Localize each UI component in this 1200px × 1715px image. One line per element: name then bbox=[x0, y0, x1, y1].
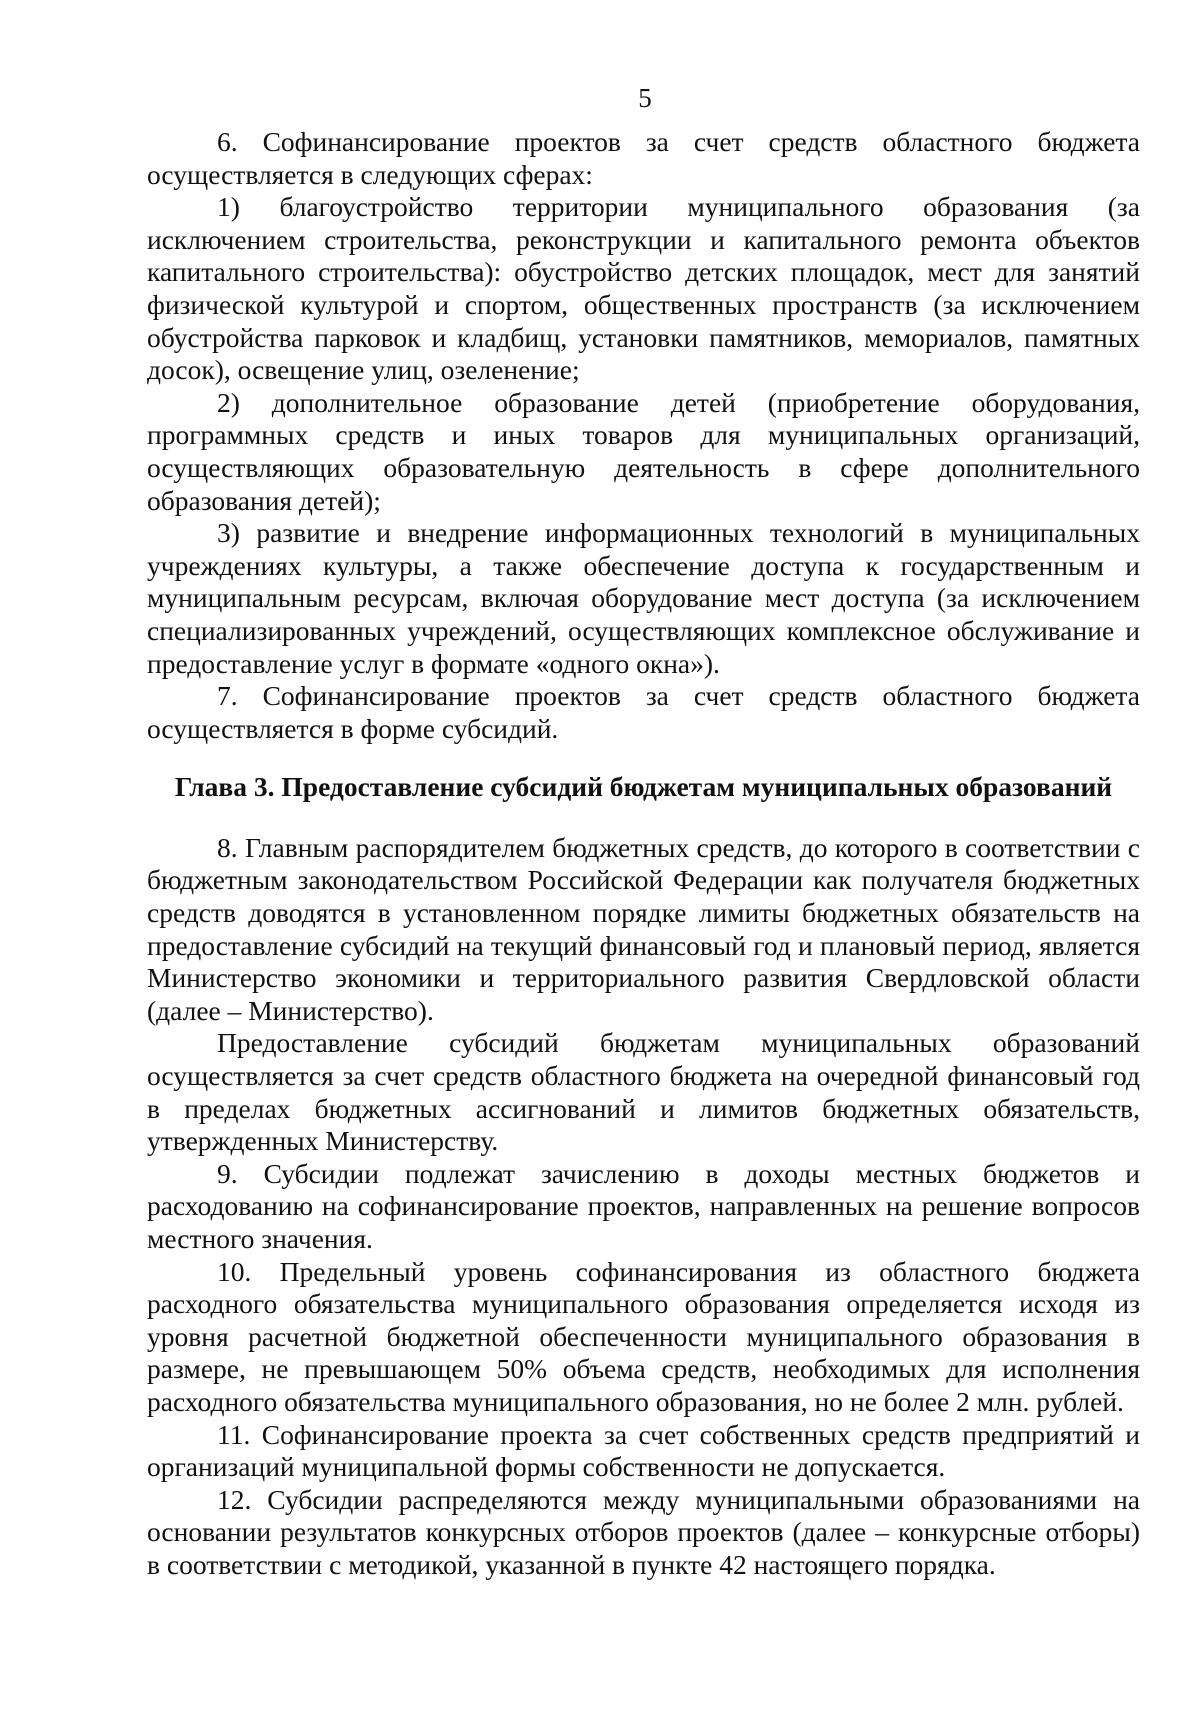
paragraph-6-item-2: 2) дополнительное образование детей (приобретение оборудования, программных средств и иных товаров для муниципальных организаций, осуществляющих образовательную деятельность в сфере дополнительного образования детей); bbox=[147, 386, 1140, 516]
paragraph-8-continued: Предоставление субсидий бюджетам муниципальных образований осуществляется за счет средств областного бюджета на очередной финансовый год в пределах бюджетных ассигнований и лимитов бюджетных обязательств, утвержденных Министерству. bbox=[147, 1027, 1140, 1157]
paragraph-10: 10. Предельный уровень софинансирования из областного бюджета расходного обязательства муниципального образования определяется исходя из уровня расчетной бюджетной обеспеченности муниципального образования в размере, не превышающем 50% объема средств, необходимых для исполнения расходного обязательства муниципального образования, но не более 2 млн. рублей. bbox=[147, 1255, 1140, 1417]
paragraph-7: 7. Софинансирование проектов за счет средств областного бюджета осуществляется в форме субсидий. bbox=[147, 680, 1140, 744]
chapter-heading: Глава 3. Предоставление субсидий бюджетам муниципальных образований bbox=[174, 771, 1113, 803]
paragraph-12: 12. Субсидии распределяются между муниципальными образованиями на основании результатов конкурсных отборов проектов (далее – конкурсные отборы) в соответствии с методикой, указанной в пункте 42 настоящего порядка. bbox=[147, 1483, 1140, 1580]
paragraph-8: 8. Главным распорядителем бюджетных средств, до которого в соответствии с бюджетным законодательством Российской Федерации как получателя бюджетных средств доводятся в установленном порядке лимиты бюджетных обязательств на предоставление субсидий на текущий финансовый год и плановый период, является Министерство экономики и территориального развития Свердловской области (далее – Министерство). bbox=[147, 831, 1140, 1026]
paragraph-11: 11. Софинансирование проекта за счет собственных средств предприятий и организаций муниципальной формы собственности не допускается. bbox=[147, 1418, 1140, 1483]
paragraph-9: 9. Субсидии подлежат зачислению в доходы местных бюджетов и расходованию на софинансирование проектов, направленных на решение вопросов местного значения. bbox=[147, 1157, 1140, 1254]
paragraph-6: 6. Софинансирование проектов за счет средств областного бюджета осуществляется в следующих сферах: bbox=[147, 126, 1140, 190]
paragraph-6-item-3: 3) развитие и внедрение информационных технологий в муниципальных учреждениях культуры, а также обеспечение доступа к государственным и муниципальным ресурсам, включая оборудование мест доступа (за исключением специализированных учреждений, осуществляющих комплексное обслуживание и предоставление услуг в формате «одного окна»). bbox=[147, 517, 1140, 679]
paragraph-6-item-1: 1) благоустройство территории муниципального образования (за исключением строительства, реконструкции и капитального ремонта объектов капитального строительства): обустройство детских площадок, мест для занятий физической культурой и спортом, общественных пространств (за исключением обустройства парковок и кладбищ, установки памятников, мемориалов, памятных досок), освещение улиц, озеленение; bbox=[147, 191, 1140, 386]
document-body bbox=[147, 126, 1140, 1582]
page-number: 5 bbox=[638, 83, 652, 113]
